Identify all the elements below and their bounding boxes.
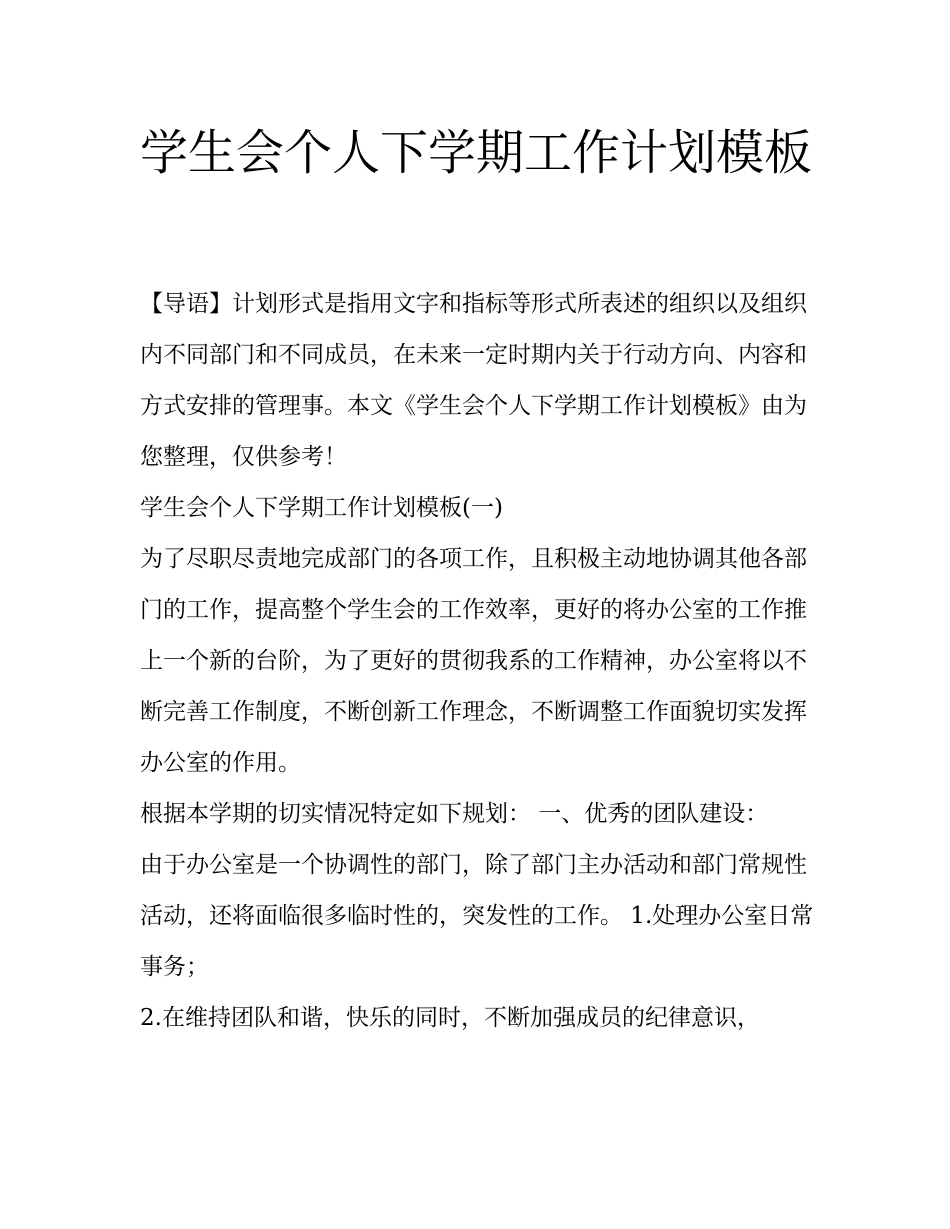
body-paragraph: 由于办公室是一个协调性的部门，除了部门主办活动和部门常规性活动，还将面临很多临时性的，突发性的工作。 1.处理办公室日常事务； xyxy=(140,852,814,980)
body-paragraph: 为了尽职尽责地完成部门的各项工作，且积极主动地协调其他各部门的工作，提高整个学生会的工作效率，更好的将办公室的工作推上一个新的台阶，为了更好的贯彻我系的工作精神，办公室将以不断完善工作制度，不断创新工作理念，不断调整工作面貌切实发挥办公室的作用。 xyxy=(140,546,807,776)
body-paragraph: 根据本学期的切实情况特定如下规划： 一、优秀的团队建设： xyxy=(140,801,769,827)
document-title: 学生会个人下学期工作计划模板 xyxy=(140,125,813,181)
intro-paragraph: 【导语】计划形式是指用文字和指标等形式所表述的组织以及组织内不同部门和不同成员，在未来一定时期内关于行动方向、内容和方式安排的管理事。本文《学生会个人下学期工作计划模板》由为您整理，仅供参考！ xyxy=(140,291,807,470)
document-body xyxy=(140,279,820,1044)
section-heading: 学生会个人下学期工作计划模板(一) xyxy=(140,495,503,521)
body-paragraph: 2.在维持团队和谐，快乐的同时，不断加强成员的纪律意识， xyxy=(140,1005,760,1031)
